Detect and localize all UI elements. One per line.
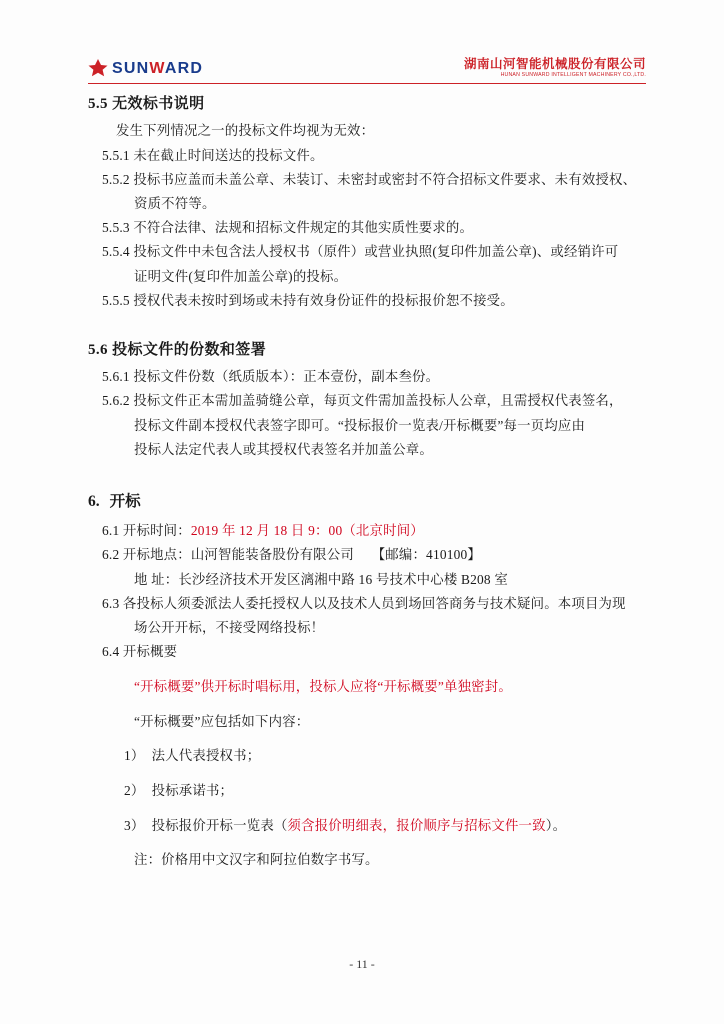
header-divider	[88, 83, 646, 84]
address-label: 地 址：	[134, 571, 179, 587]
clause-6-2-address	[88, 569, 646, 591]
clause-5-5-3: 5.5.3 不符合法律、法规和招标文件规定的其他实质性要求的。	[102, 220, 474, 236]
clause-5-5-2-cont: 资质不符等。	[134, 195, 216, 211]
section-5-6-heading: 5.6 投标文件的份数和签署	[88, 341, 267, 358]
clause-6-4-lead: “开标概要”应包括如下内容：	[134, 713, 310, 729]
clause-5-5-4: 5.5.4 投标文件中未包含法人授权书（原件）或营业执照(复印件加盖公章)、或经销许可	[102, 244, 619, 260]
list-item-text-highlight: 须含报价明细表，报价顺序与招标文件一致	[287, 817, 546, 833]
logo-text-accent: W	[149, 59, 165, 77]
list-item-number: 1）	[124, 748, 145, 764]
list-item-number: 3）	[124, 817, 145, 833]
list-item	[88, 780, 646, 802]
list-item-number: 2）	[124, 782, 145, 798]
clause-6-4-heading: 6.4 开标概要	[102, 644, 178, 660]
clause-6-3: 6.3 各投标人须委派法人委托授权人以及技术人员到场回答商务与技术疑问。本项目为现	[102, 595, 626, 611]
company-name-en: HUNAN SUNWARD INTELLIGENT MACHINERY CO.,LTD.	[500, 71, 646, 78]
clause-5-5-5: 5.5.5 授权代表未按时到场或未持有效身份证件的投标报价恕不接受。	[102, 292, 514, 308]
section-6-title: 开标	[109, 493, 141, 511]
document-body	[88, 86, 646, 874]
company-name-block	[464, 58, 646, 78]
clause-5-5-1: 5.5.1 未在截止时间送达的投标文件。	[102, 147, 324, 163]
clause-6-2-label: 6.2 开标地点：	[102, 547, 191, 563]
clause-6-4-notice: “开标概要”供开标时唱标用，投标人应将“开标概要”单独密封。	[134, 678, 512, 694]
logo-mark-icon	[88, 59, 108, 78]
page-number: - 11 -	[349, 957, 375, 971]
clause-6-1-label: 6.1 开标时间：	[102, 523, 191, 539]
clause-6-1-value: 2019 年 12 月 18 日 9：00（北京时间）	[190, 523, 424, 539]
clause-5-5-4-cont: 证明文件(复印件加盖公章)的投标。	[134, 268, 348, 284]
list-item-text: 法人代表授权书；	[151, 748, 261, 764]
clause-6-1	[88, 520, 646, 542]
clause-6-3-cont: 场公开开标，不接受网络投标！	[134, 619, 325, 635]
logo-wordmark	[112, 60, 203, 78]
clause-5-6-2-cont1: 投标文件副本授权代表签字即可。“投标报价一览表/开标概要”每一页均应由	[134, 417, 586, 433]
company-name-cn: 湖南山河智能机械股份有限公司	[463, 57, 646, 72]
section-6-heading	[88, 489, 646, 514]
list-item-text: 投标报价开标一览表（	[151, 817, 288, 833]
logo-text-tail: ARD	[164, 59, 204, 77]
clause-5-6-2-cont2: 投标人法定代表人或其授权代表签名并加盖公章。	[134, 441, 433, 457]
address-value: 长沙经济技术开发区漓湘中路 16 号技术中心楼 B208 室	[178, 571, 508, 587]
clause-5-6-1: 5.6.1 投标文件份数（纸质版本）：正本壹份，副本叁份。	[102, 369, 440, 385]
logo-text-main: SUN	[112, 59, 150, 77]
list-item-text: 投标承诺书；	[151, 782, 234, 798]
list-item-text-tail: ）。	[545, 817, 567, 833]
price-note: 注：价格用中文汉字和阿拉伯数字书写。	[134, 852, 379, 868]
list-item	[88, 815, 646, 837]
page-header	[88, 48, 646, 82]
page-footer	[0, 957, 724, 972]
section-5-5-heading: 5.5 无效标书说明	[88, 96, 205, 112]
section-5-5-intro: 发生下列情况之一的投标文件均视为无效：	[116, 123, 375, 139]
clause-6-2-value: 山河智能装备股份有限公司	[190, 547, 354, 563]
section-6-number: 6.	[88, 493, 100, 511]
sunward-logo	[88, 59, 203, 78]
clause-5-5-2: 5.5.2 投标书应盖而未盖公章、未装订、未密封或密封不符合招标文件要求、未有效授权、	[102, 171, 637, 187]
clause-6-2	[88, 544, 646, 566]
clause-5-6-2: 5.6.2 投标文件正本需加盖骑缝公章，每页文件需加盖投标人公章，且需授权代表签名，	[102, 393, 623, 409]
list-item	[88, 745, 646, 767]
clause-6-2-postcode: 【邮编：410100】	[371, 547, 482, 563]
